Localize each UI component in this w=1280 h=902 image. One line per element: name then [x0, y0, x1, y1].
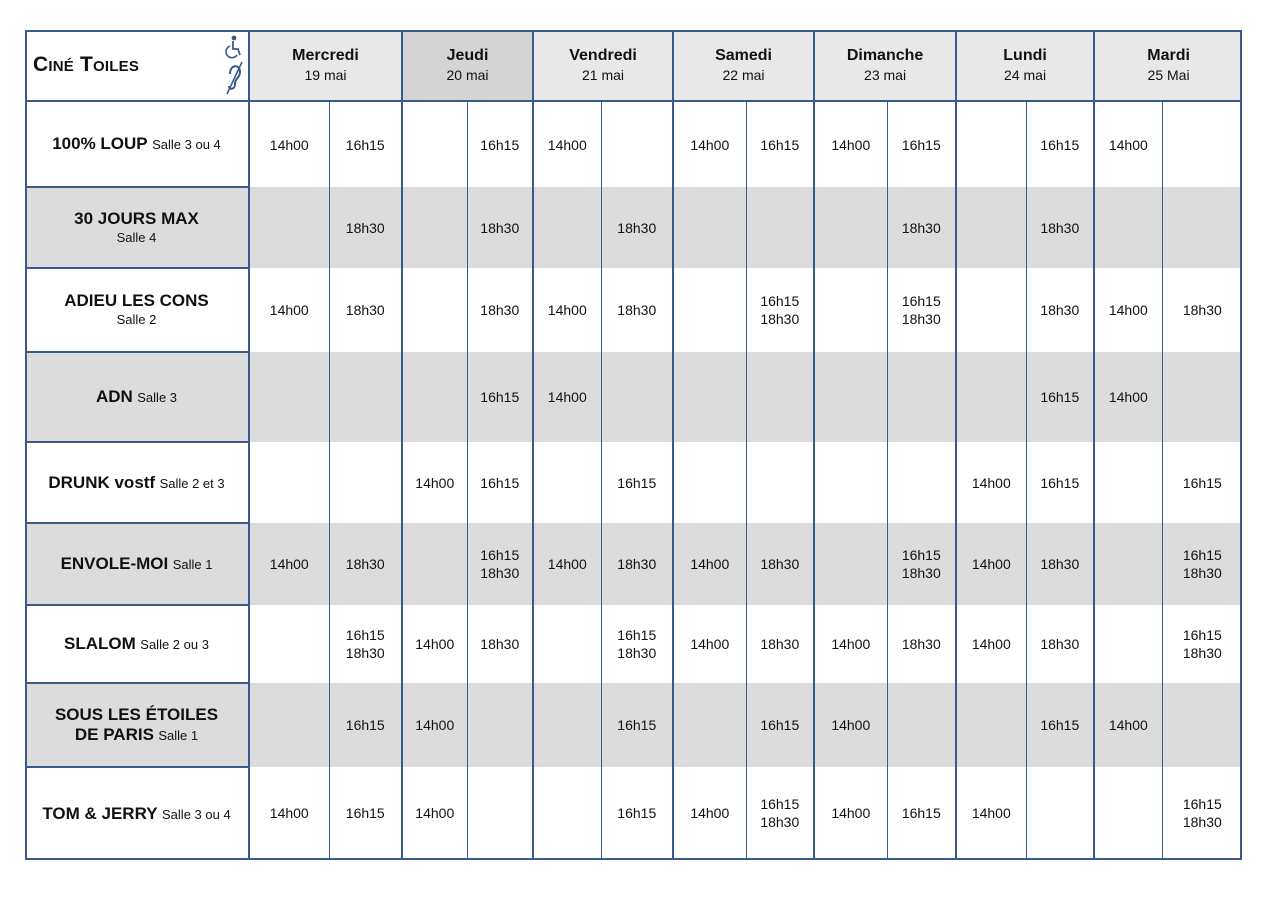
film-room: Salle 1: [158, 728, 199, 743]
film-title: DRUNK vostf: [48, 472, 156, 492]
showtime: 18h30: [617, 302, 657, 318]
accessibility-icon: [224, 34, 244, 96]
showtime-cell: [673, 187, 746, 268]
film-room: Salle 3: [137, 390, 178, 405]
showtime: 16h15: [1040, 474, 1080, 491]
showtime-cell: [467, 442, 533, 523]
showtime-cell: [601, 605, 673, 683]
showtime: 14h00: [971, 474, 1011, 491]
showtime-cell: [1162, 352, 1242, 442]
showtime: 14h00: [1108, 136, 1148, 153]
showtime-cell: [601, 523, 673, 605]
showtime: 18h30: [1182, 302, 1222, 318]
showtime: 16h15: [1040, 389, 1080, 405]
showtime-cell: [956, 442, 1026, 523]
showtime-cell: [814, 442, 887, 523]
showtime-cell: [814, 268, 887, 352]
film-row: [25, 767, 1242, 859]
showtime-cell: [467, 767, 533, 859]
showtime-cell: [956, 187, 1026, 268]
showtime-cell: [746, 187, 814, 268]
showtime-cell: [1162, 101, 1242, 187]
showtime: 14h00: [415, 474, 455, 491]
film-name-cell: [25, 442, 249, 523]
film-name-cell: [25, 605, 249, 683]
day-name: Dimanche: [846, 47, 924, 64]
showtime: 18h30: [345, 302, 385, 318]
film-row: [25, 605, 1242, 683]
film-row: [25, 523, 1242, 605]
showtime-cell: [746, 101, 814, 187]
film-title: ADN: [95, 387, 133, 406]
showtime-cell: [329, 442, 402, 523]
day-name: Mardi: [1147, 47, 1190, 64]
showtime-cell: [402, 187, 467, 268]
showtime-cell: [887, 352, 956, 442]
showtime: 18h30: [617, 645, 657, 661]
showtime-cell: [814, 523, 887, 605]
showtime-cell: [249, 683, 329, 767]
showtime: 14h00: [547, 302, 587, 318]
day-header-vendredi: [533, 30, 673, 101]
showtime-cell: [533, 101, 601, 187]
showtime-cell: [1094, 268, 1162, 352]
showtime-cell: [533, 605, 601, 683]
showtime: 16h15: [1182, 627, 1222, 643]
showtime: 18h30: [617, 219, 657, 236]
showtime: 16h15: [1182, 474, 1222, 491]
showtime: 16h15: [345, 136, 385, 153]
showtime-cell: [533, 187, 601, 268]
day-date: 21 mai: [582, 67, 625, 83]
showtime: 18h30: [480, 302, 520, 318]
showtime-cell: [1026, 442, 1094, 523]
showtime-cell: [814, 767, 887, 859]
showtime-cell: [249, 605, 329, 683]
showtime: 18h30: [901, 311, 941, 327]
showtime-cell: [402, 683, 467, 767]
showtime: 14h00: [831, 805, 871, 821]
showtime: 14h00: [1108, 302, 1148, 318]
showtime-cell: [746, 442, 814, 523]
film-title: ENVOLE-MOI: [60, 554, 169, 573]
film-title: 30 JOURS MAX: [74, 208, 199, 228]
showtime-cell: [329, 268, 402, 352]
showtime: 16h15: [1040, 717, 1080, 733]
showtime-cell: [1162, 268, 1242, 352]
showtime-cell: [673, 268, 746, 352]
film-room: Salle 3 ou 4: [152, 137, 221, 152]
brand-title: Ciné Toiles: [33, 53, 140, 76]
showtime-cell: [329, 187, 402, 268]
showtime-cell: [814, 101, 887, 187]
showtime: 16h15: [617, 627, 657, 643]
showtime: 16h15: [760, 796, 800, 812]
film-row: [25, 268, 1242, 352]
showtime-cell: [746, 605, 814, 683]
showtime: 16h15: [760, 293, 800, 309]
film-row: [25, 352, 1242, 442]
showtime-cell: [1094, 523, 1162, 605]
showtime-cell: [746, 767, 814, 859]
showtime: 14h00: [415, 636, 455, 652]
showtime: 16h15: [1182, 547, 1222, 563]
showtime: 16h15: [480, 547, 520, 563]
showtime-cell: [956, 523, 1026, 605]
day-date: 22 mai: [722, 67, 765, 83]
showtime-cell: [814, 683, 887, 767]
showtime-cell: [249, 523, 329, 605]
day-date: 24 mai: [1004, 67, 1047, 83]
showtime-cell: [1094, 442, 1162, 523]
showtime-cell: [1026, 767, 1094, 859]
day-header-jeudi: [402, 30, 533, 101]
showtime-cell: [887, 101, 956, 187]
day-date: 25 Mai: [1147, 67, 1190, 83]
showtime: 16h15: [760, 717, 800, 733]
showtime-cell: [956, 767, 1026, 859]
film-row: [25, 101, 1242, 187]
showtime-cell: [467, 523, 533, 605]
day-name: Mercredi: [292, 47, 359, 64]
showtime-cell: [601, 101, 673, 187]
showtime: 18h30: [1182, 645, 1222, 661]
showtime-cell: [814, 352, 887, 442]
showtime: 16h15: [901, 805, 941, 821]
showtime-cell: [249, 101, 329, 187]
showtime-cell: [329, 605, 402, 683]
showtime: 16h15: [617, 474, 657, 491]
film-row: [25, 683, 1242, 767]
film-room: Salle 2 ou 3: [140, 637, 209, 652]
showtime-cell: [673, 101, 746, 187]
showtime-cell: [673, 352, 746, 442]
showtime-cell: [1162, 683, 1242, 767]
showtime-cell: [249, 187, 329, 268]
showtime-cell: [1026, 523, 1094, 605]
day-header-mercredi: [249, 30, 402, 101]
film-name-cell: [25, 352, 249, 442]
showtime-cell: [956, 101, 1026, 187]
showtime-cell: [467, 605, 533, 683]
showtime: 18h30: [345, 645, 385, 661]
showtime-cell: [329, 101, 402, 187]
showtime-cell: [673, 683, 746, 767]
showtime-cell: [533, 442, 601, 523]
day-date: 19 mai: [304, 67, 347, 83]
day-header-samedi: [673, 30, 814, 101]
showtime-cell: [467, 101, 533, 187]
showtime-cell: [533, 352, 601, 442]
film-row: [25, 187, 1242, 268]
showtime-cell: [402, 101, 467, 187]
showtime: 16h15: [1040, 136, 1080, 153]
showtime: 18h30: [345, 219, 385, 236]
showtime: 18h30: [1182, 814, 1222, 830]
showtime: 14h00: [690, 805, 730, 821]
showtime-cell: [887, 767, 956, 859]
showtime-cell: [746, 352, 814, 442]
film-name-cell: [25, 268, 249, 352]
showtime: 16h15: [345, 627, 385, 643]
film-row: [25, 442, 1242, 523]
showtime: 14h00: [269, 136, 309, 153]
showtime-cell: [673, 442, 746, 523]
showtime-cell: [402, 268, 467, 352]
showtime: 14h00: [547, 136, 587, 153]
showtime-cell: [329, 683, 402, 767]
showtime-cell: [249, 442, 329, 523]
showtime-cell: [887, 523, 956, 605]
day-header-mardi: [1094, 30, 1242, 101]
day-date: 20 mai: [446, 67, 489, 83]
showtime: 16h15: [901, 293, 941, 309]
film-title: SOUS LES ÉTOILES DE PARIS: [54, 705, 219, 744]
showtime: 16h15: [480, 474, 520, 491]
day-name: Lundi: [1003, 47, 1047, 64]
showtime: 14h00: [547, 556, 587, 572]
showtime-cell: [887, 683, 956, 767]
showtime: 14h00: [269, 805, 309, 821]
showtime: 16h15: [480, 389, 520, 405]
showtime-cell: [814, 187, 887, 268]
film-room: Salle 4: [116, 229, 157, 245]
showtime-cell: [329, 523, 402, 605]
film-room: Salle 2 et 3: [159, 475, 225, 491]
film-title: ADIEU LES CONS: [64, 291, 209, 310]
showtime-cell: [673, 767, 746, 859]
day-header-dimanche: [814, 30, 956, 101]
showtime-cell: [956, 683, 1026, 767]
showtime: 14h00: [971, 805, 1011, 821]
showtime-cell: [887, 187, 956, 268]
header-row: [25, 30, 1242, 101]
showtime: 18h30: [901, 219, 941, 236]
showtime-cell: [402, 442, 467, 523]
showtime-cell: [467, 352, 533, 442]
showtime-cell: [467, 187, 533, 268]
showtime: 14h00: [831, 636, 871, 652]
showtime-cell: [402, 605, 467, 683]
showtime-cell: [329, 767, 402, 859]
showtime-cell: [601, 683, 673, 767]
showtime-cell: [533, 767, 601, 859]
showtime: 16h15: [1182, 796, 1222, 812]
showtime-cell: [601, 352, 673, 442]
showtime: 16h15: [617, 805, 657, 821]
showtime: 18h30: [1182, 565, 1222, 581]
showtime-cell: [601, 187, 673, 268]
showtime-cell: [533, 268, 601, 352]
showtime: 14h00: [831, 136, 871, 153]
showtime-cell: [1162, 442, 1242, 523]
showtime: 14h00: [269, 556, 309, 572]
showtime: 18h30: [480, 219, 520, 236]
showtime-cell: [1026, 187, 1094, 268]
day-header-lundi: [956, 30, 1094, 101]
brand-cell: [25, 30, 249, 101]
film-room: Salle 2: [116, 312, 157, 327]
showtime-cell: [601, 268, 673, 352]
showtime: 14h00: [690, 556, 730, 572]
showtime-cell: [402, 523, 467, 605]
showtime-cell: [1094, 187, 1162, 268]
showtime: 18h30: [901, 636, 941, 652]
showtime-cell: [533, 683, 601, 767]
showtime: 14h00: [547, 389, 587, 405]
showtime-cell: [1094, 605, 1162, 683]
showtime: 14h00: [831, 717, 871, 733]
showtime: 14h00: [1108, 717, 1148, 733]
schedule-table: [25, 30, 1242, 859]
showtime: 18h30: [760, 636, 800, 652]
showtime: 16h15: [345, 717, 385, 733]
showtime-cell: [1026, 605, 1094, 683]
film-room: Salle 3 ou 4: [162, 806, 231, 822]
showtime-cell: [402, 767, 467, 859]
showtime: 18h30: [480, 565, 520, 581]
showtime: 18h30: [1040, 556, 1080, 572]
showtime: 18h30: [760, 311, 800, 327]
showtime-cell: [1162, 523, 1242, 605]
showtime: 18h30: [901, 565, 941, 581]
showtime-cell: [746, 523, 814, 605]
showtime: 18h30: [617, 556, 657, 572]
schedule-table-container: [25, 30, 1242, 860]
film-name-cell: [25, 187, 249, 268]
showtime: 14h00: [415, 717, 455, 733]
showtime-cell: [1094, 101, 1162, 187]
showtime-cell: [1026, 683, 1094, 767]
film-name-cell: [25, 523, 249, 605]
film-name-cell: [25, 683, 249, 767]
showtime: 18h30: [1040, 302, 1080, 318]
showtime-cell: [956, 605, 1026, 683]
showtime-cell: [249, 268, 329, 352]
showtime: 16h15: [617, 717, 657, 733]
showtime-cell: [1162, 187, 1242, 268]
showtime-cell: [814, 605, 887, 683]
showtime: 18h30: [345, 556, 385, 572]
showtime-cell: [329, 352, 402, 442]
showtime-cell: [249, 767, 329, 859]
showtime: 16h15: [345, 805, 385, 821]
showtime-cell: [1162, 605, 1242, 683]
showtime: 14h00: [690, 636, 730, 652]
showtime-cell: [601, 767, 673, 859]
showtime-cell: [467, 683, 533, 767]
showtime: 14h00: [971, 556, 1011, 572]
showtime-cell: [887, 605, 956, 683]
showtime: 14h00: [1108, 389, 1148, 405]
showtime: 18h30: [760, 556, 800, 572]
showtime: 14h00: [269, 302, 309, 318]
showtime-cell: [746, 268, 814, 352]
showtime-cell: [467, 268, 533, 352]
film-title: 100% LOUP: [52, 134, 148, 153]
film-title: TOM & JERRY: [42, 803, 158, 823]
showtime-cell: [1026, 268, 1094, 352]
showtime-cell: [1026, 101, 1094, 187]
showtime-cell: [1094, 767, 1162, 859]
showtime: 16h15: [901, 547, 941, 563]
showtime-cell: [533, 523, 601, 605]
day-name: Jeudi: [446, 47, 489, 64]
showtime-cell: [673, 605, 746, 683]
showtime-cell: [1162, 767, 1242, 859]
film-room: Salle 1: [172, 557, 213, 572]
showtime: 16h15: [480, 136, 520, 153]
showtime: 18h30: [760, 814, 800, 830]
showtime-cell: [1026, 352, 1094, 442]
showtime-cell: [956, 352, 1026, 442]
film-title: SLALOM: [64, 634, 136, 653]
showtime: 18h30: [1040, 636, 1080, 652]
showtime-cell: [887, 268, 956, 352]
day-name: Samedi: [715, 47, 772, 64]
showtime-cell: [746, 683, 814, 767]
showtime-cell: [673, 523, 746, 605]
showtime: 14h00: [415, 805, 455, 821]
showtime-cell: [601, 442, 673, 523]
day-name: Vendredi: [569, 47, 637, 64]
showtime: 18h30: [1040, 219, 1080, 236]
showtime-cell: [249, 352, 329, 442]
showtime-cell: [956, 268, 1026, 352]
showtime-cell: [1094, 683, 1162, 767]
showtime: 14h00: [971, 636, 1011, 652]
showtime-cell: [402, 352, 467, 442]
showtime: 14h00: [690, 136, 730, 153]
showtime: 16h15: [760, 136, 800, 153]
day-date: 23 mai: [864, 67, 907, 83]
showtime-cell: [887, 442, 956, 523]
showtime: 16h15: [901, 136, 941, 153]
showtime: 18h30: [480, 636, 520, 652]
showtime-cell: [1094, 352, 1162, 442]
film-name-cell: [25, 767, 249, 859]
film-name-cell: [25, 101, 249, 187]
